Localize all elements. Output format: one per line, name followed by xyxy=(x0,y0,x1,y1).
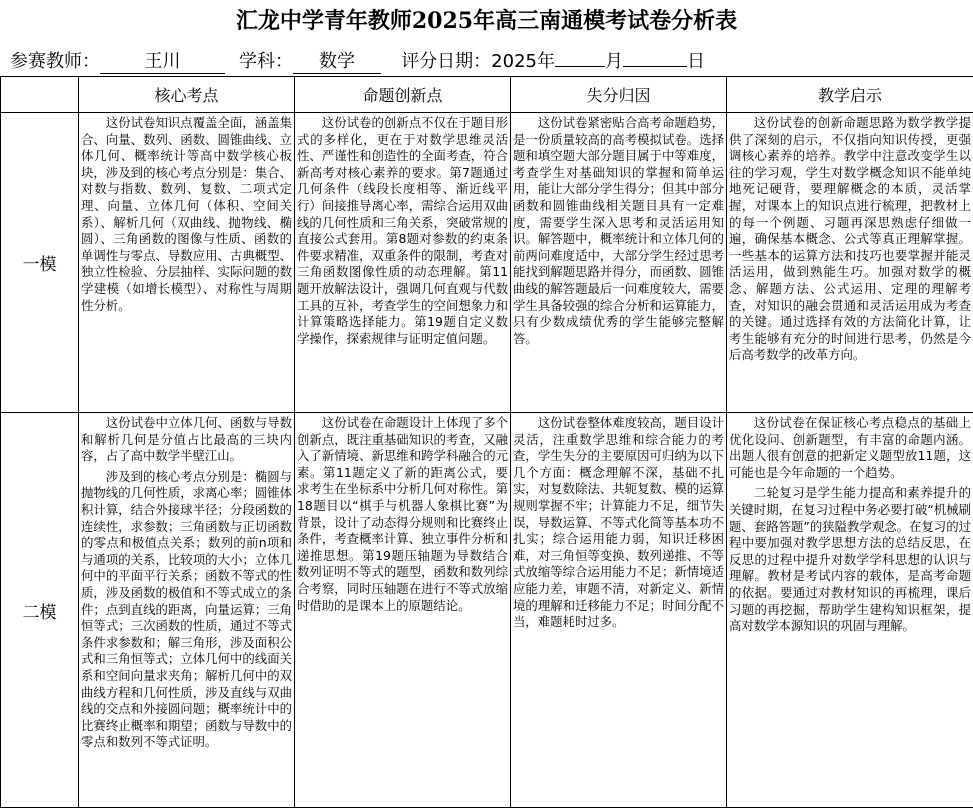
cell-teaching xyxy=(727,413,973,808)
cell-paragraph: 二轮复习是学生能力提高和素养提升的关键时期，在复习过程中务必要打破“机械刷题、套路答题”的狭隘教学观念。在复习的过程中要加强对教学思想方法的总结反思，在反思的过程中提升对数学学科思想的认识与理解。教材是考试内容的载体，是高考命题的依据。要通过对教材知识的再梳理，课后习题的再挖掘，帮助学生建构知识框架，提高对数学本源知识的巩固与理解。 xyxy=(729,485,971,634)
subject-label: 学科： xyxy=(239,51,293,72)
cell-paragraph: 这份试卷中立体几何、函数与导数和解析几何是分值占比最高的三块内容，占了高中数学半壁江山。 xyxy=(81,415,292,464)
subject-value: 数学 xyxy=(293,51,381,74)
cell-innovation: 这份试卷在命题设计上体现了多个创新点，既注重基础知识的考查，又融入了新情境、新思维和跨学科融合的元素。第11题定义了新的距离公式，要求考生在坐标系中分析几何对称性。第18题目以“棋手与机器人象棋比赛”为背景，设计了动态得分规则和比赛终止条件，考查概率计算、独立事件分析和递推思想。第19题压轴题为导数结合数列证明不等式的题型，函数和数列综合考察，同时压轴题在进行不等式放缩时借助的是课本上的原题结论。 xyxy=(295,413,511,808)
date-label: 评分日期：2025年 xyxy=(401,51,555,72)
cell-paragraph: 这份试卷在保证核心考点稳点的基础上优化设问、创新题型，有丰富的命题内涵。出题人很有创意的把新定义题型放11题，这可能也是今年命题的一个趋势。 xyxy=(729,415,971,480)
header-teaching: 教学启示 xyxy=(727,77,973,113)
analysis-table xyxy=(0,76,973,808)
cell-core-points: 这份试卷知识点覆盖全面，涵盖集合、向量、数列、函数、圆锥曲线、立体几何、概率统计等高中数学核心板块，涉及到的核心考点分别是：集合、对数与指数、数列、复数、二项式定理、向量、立体几何（体积、空间关系）、解析几何（双曲线、抛物线、椭圆）、三角函数的图像与性质、函数的单调性与零点、导数应用、古典概型、独立性检验、分层抽样、实际问题的数学建模（如增长模型）、对称性与周期性分析。 xyxy=(79,113,295,413)
header-innovation: 命题创新点 xyxy=(295,77,511,113)
header-loss-cause: 失分归因 xyxy=(511,77,727,113)
cell-loss-cause: 这份试卷整体难度较高，题目设计灵活，注重数学思维和综合能力的考查，学生失分的主要原因可归纳为以下几个方面：概念理解不深，基础不扎实，对复数除法、共轭复数、模的运算规则掌握不牢；计算能力不足，细节失误，导数运算、不等式化简等基本功不扎实；综合运用能力弱，知识迁移困难，对三角恒等变换、数列递推、不等式放缩等综合运用能力不足；新情境适应能力差，审题不清，对新定义、新情境的理解和迁移能力不足；时间分配不当，难题耗时过多。 xyxy=(511,413,727,808)
teacher-label: 参赛教师： xyxy=(10,51,100,72)
row-label: 一模 xyxy=(1,113,79,413)
table-row xyxy=(1,113,973,413)
month-blank xyxy=(555,44,605,67)
table-row xyxy=(1,413,973,808)
cell-core-points xyxy=(79,413,295,808)
day-blank xyxy=(623,44,687,67)
row-label: 二模 xyxy=(1,413,79,808)
header-row xyxy=(1,77,973,113)
cell-teaching: 这份试卷的创新命题思路为数学教学提供了深刻的启示，不仅指向知识传授，更强调核心素养的培养。教学中注意改变学生以往的学习观，学生对数学概念知识不能单纯地死记硬背，要理解概念的本质，灵活掌握，对课本上的知识点进行梳理，把教材上的每一个例题、习题再深思熟虑仔细做一遍，确保基本概念、公式等真正理解掌握。一些基本的运算方法和技巧也要掌握并能灵活运用，做到熟能生巧。加强对数学的概念、解题方法、公式运用、定理的理解考查，对知识的融会贯通和灵活运用成为考查的关键。通过选择有效的方法简化计算，让考生能够有充分的时间进行思考，仍然是今后高考数学的改革方向。 xyxy=(727,113,973,413)
page-title: 汇龙中学青年教师2025年高三南通模考试卷分析表 xyxy=(235,8,738,34)
info-line xyxy=(0,44,973,76)
header-empty xyxy=(1,77,79,113)
day-label: 日 xyxy=(687,51,705,72)
teacher-value: 王川 xyxy=(100,51,225,74)
cell-paragraph: 涉及到的核心考点分别是：椭圆与抛物线的几何性质，求离心率；圆锥体积计算，结合外接球半径；分段函数的连续性，求参数；三角函数与正切函数的零点和极值点关系；数列的前n项和与通项的关系，比较项的大小；立体几何中的平面平行关系；函数不等式的性质，涉及函数的极值和不等式成立的条件；点到直线的距离，向量运算；三角恒等式；三次函数的性质，通过不等式条件求参数和；解三角形，涉及面积公式和三角恒等式；立体几何中的线面关系和空间向量求夹角；解析几何中的双曲线方程和几何性质，涉及直线与双曲线的交点和外接圆问题；概率统计中的比赛终止概率和期望；函数与导数中的零点和数列不等式证明。 xyxy=(81,468,292,750)
header-core-points: 核心考点 xyxy=(79,77,295,113)
cell-loss-cause: 这份试卷紧密贴合高考命题趋势，是一份质量较高的高考模拟试卷。选择题和填空题大部分题目属于中等难度，考查学生对基础知识的掌握和简单运用，能让大部分学生得分；但其中部分函数和圆锥曲线相关题目具有一定难度，需要学生深入思考和灵活运用知识。解答题中，概率统计和立体几何的前两问难度适中，大部分学生经过思考能找到解题思路并得分，而函数、圆锥曲线的解答题最后一问难度较大，需要学生具备较强的综合分析和运算能力，只有少数成绩优秀的学生能够完整解答。 xyxy=(511,113,727,413)
month-label: 月 xyxy=(605,51,623,72)
cell-innovation: 这份试卷的创新点不仅在于题目形式的多样化，更在于对数学思维灵活性、严谨性和创造性的全面考查，符合新高考对核心素养的要求。第7题通过几何条件（线段长度相等、渐近线平行）间接推导离心率，需综合运用双曲线的几何性质和三角关系，突破常规的直接公式套用。第8题对参数的约束条件要求精准，双重条件的限制，考查对三角函数图像性质的动态理解。第11题开放解法设计，强调几何直观与代数工具的互补，考查学生的空间想象力和计算策略选择能力。第19题自定义数学操作，探索规律与证明定值问题。 xyxy=(295,113,511,413)
